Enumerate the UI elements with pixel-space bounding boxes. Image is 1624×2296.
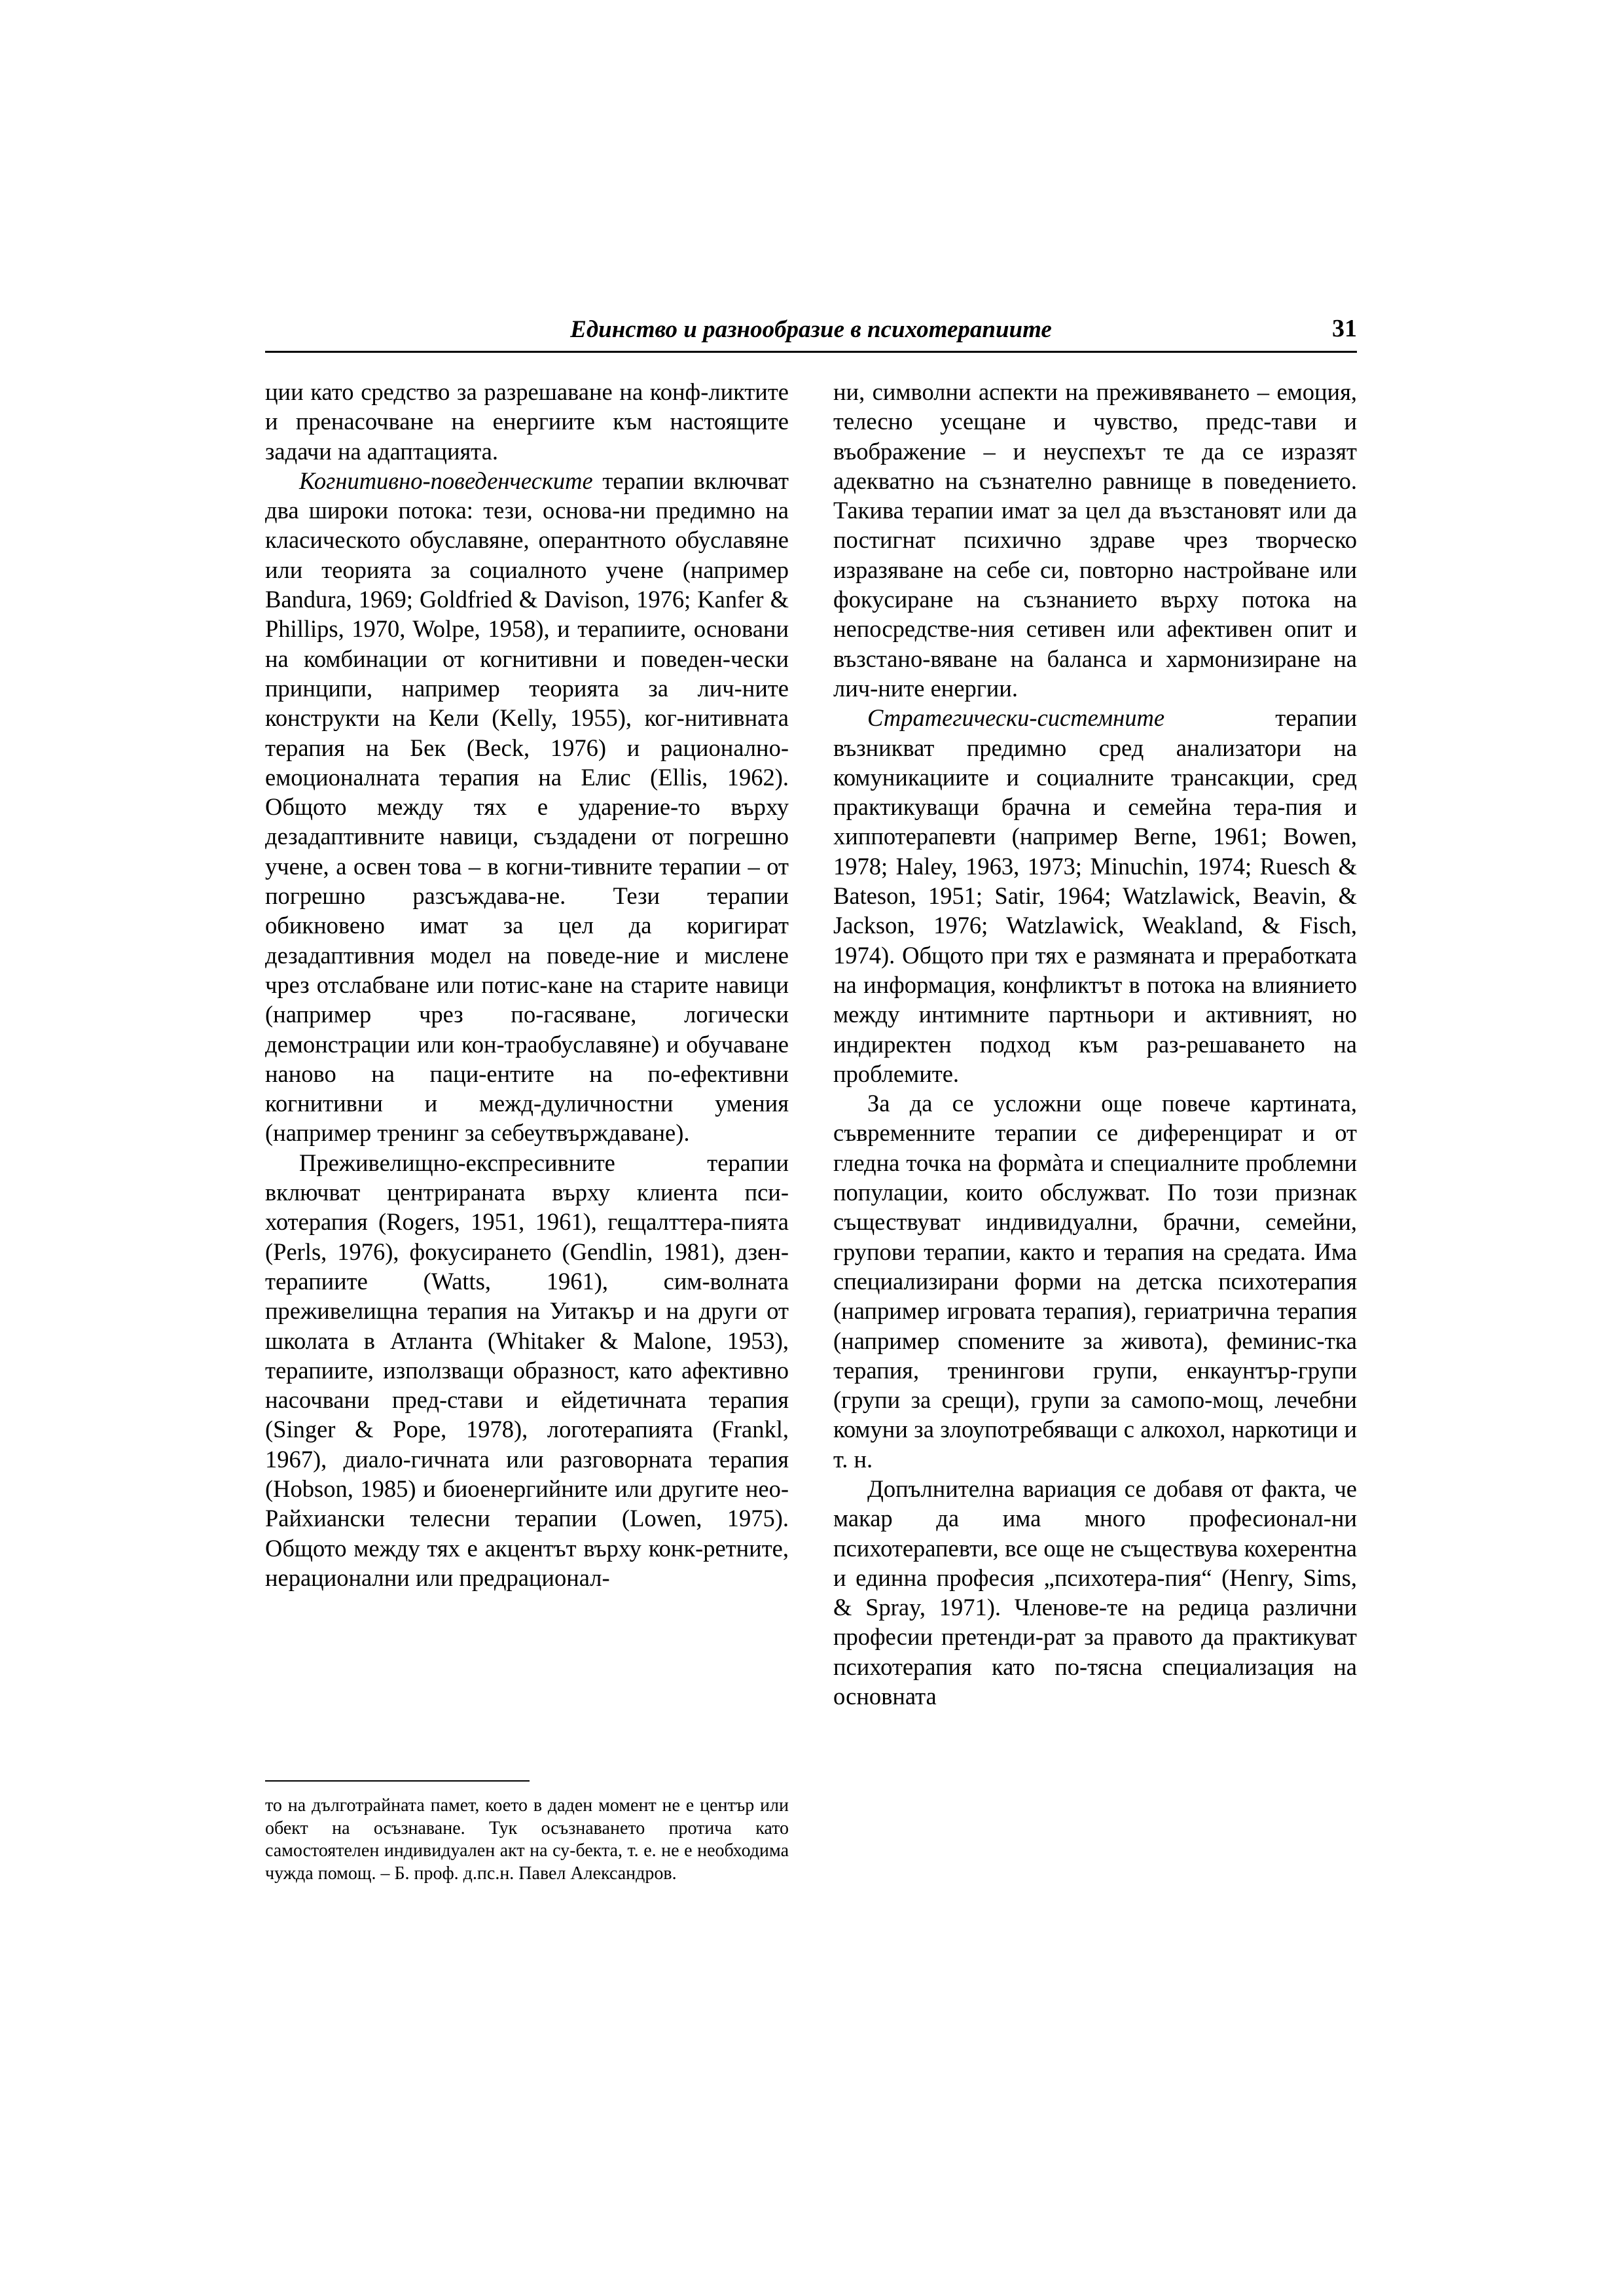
running-title: Единство и разнообразие в психотерапиите — [570, 316, 1052, 343]
running-header — [265, 313, 1357, 353]
footnote: то на дълготрайната памет, което в даден момент не е център или обект на осъзнаване. Тук осъзнаването протича като самостоятелен индивидуален акт на су-бекта, т. е. не е необходима чужда помощ. – Б. проф. д.пс.н. Павел Александров. — [265, 1795, 789, 1884]
paragraph-profession: Допълнителна вариация се добавя от факта, че макар да има много професионал-ни психотерапевти, все още не съществува кохерентна и единна професия „психотера-пия“ (Henry, Sims, & Spray, 1971). Членове-те на редица различни професии претенди-рат за правото да практикуват психотерапия като по-тясна специализация на основната — [833, 1475, 1357, 1710]
paragraph-cognitive-behavioral-text: терапии включват два широки потока: тези, основа-ни предимно на класическото обуславяне, оперантното обуславяне или теорията за социалното учене (например Bandura, 1969; Goldfried & Davison, 1976; Kanfer & Phillips, 1970, Wolpe, 1958), и терапиите, основани на комбинации от когнитивни и поведен-чески принципи, например теорията за лич-ните конструкти на Кели (Kelly, 1955), ког-нитивната терапия на Бек (Beck, 1976) и рационално-емоционалната терапия на Елис (Ellis, 1962). Общото между тях е ударение-то върху дезадаптивните навици, създадени от погрешно учене, а освен това – в когни-тивните терапии – от погрешно разсъждава-не. Тези терапии обикновено имат за цел да коригират дезадаптивния модел на поведе-ние и мислене чрез отслабване или потис-кане на старите навици (например чрез по-гасяване, логически демонстрации или кон-траобуславяне) и обучаване наново на паци-ентите на по-ефективни когнитивни и межд-дуличностни умения (например тренинг за себеутвърждаване). — [265, 467, 789, 1147]
term-cognitive-behavioral: Когнитивно-поведенческите — [299, 467, 593, 494]
paragraph-experiential-continuation: ни, символни аспекти на преживяването – емоция, телесно усещане и чувство, предс-тави и въображение – и неуспехът те да се изразят адекватно на съзнателно равнище в поведението. Такива терапии имат за цел да възстановят или да постигнат психично здраве чрез творческо изразяване на себе си, повторно настройване или фокусиране на съзнанието върху потока на непосредстве-ния сетивен или афективен опит и възстано-вяване на баланса и хармонизиране на лич-ните енергии. — [833, 378, 1357, 702]
paragraph-experiential-expressive: Преживелищно-експресивните терапии включват центрираната върху клиента пси-хотерапия (Rogers, 1951, 1961), гещалттера-пията (Perls, 1976), фокусирането (Gendlin, 1981), дзен-терапиите (Watts, 1961), сим-волната преживелищна терапия на Уитакър и на други от школата в Атланта (Whitaker & Malone, 1953), терапиите, използващи образност, като афективно насочвани пред-стави и ейдетичната терапия (Singer & Pope, 1978), логотерапията (Frankl, 1967), диало-гичната или разговорната терапия (Hobson, 1985) и биоенергийните или другите нео-Райхиански телесни терапии (Lowen, 1975). Общото между тях е акцентът върху конк-ретните, нерационални или предрационал- — [265, 1149, 789, 1591]
paragraph-strategic-systemic-text: терапии възникват предимно сред анализатори на комуникациите и социалните трансакции, сред практикуващи брачна и семейна тера-пия и хиппотерапевти (например Berne, 1961; Bowen, 1978; Haley, 1963, 1973; Minuchin, 1974; Ruesch & Bateson, 1951; Satir, 1964; Watzlawick, Beavin, & Jackson, 1976; Watzlawick, Weakland, & Fisch, 1974). Общото при тях е размяната и преработката на информация, конфликтът в потока на влиянието между интимните партньори и активният, но индиректен подход към раз-решаването на проблемите. — [833, 704, 1357, 1087]
right-column — [833, 377, 1357, 1711]
term-strategic-systemic: Стратегически-системните — [867, 704, 1165, 732]
paragraph-strategic-systemic — [833, 703, 1357, 1088]
footnote-divider — [265, 1780, 530, 1782]
paragraph-cognitive-behavioral — [265, 466, 789, 1148]
paragraph-continuation: ции като средство за разрешаване на конф-ликтите и пренасочване на енергиите към настоящите задачи на адаптацията. — [265, 378, 789, 465]
paragraph-formats: За да се усложни още повече картината, съвременните терапии се диференцират и от гледна точка на формàта и специалните проблемни популации, които обслужват. По този признак съществуват индивидуални, брачни, семейни, групови терапии, както и терапия на средата. Има специализирани форми на детска психотерапия (например игровата терапия), гериатрична терапия (например спомените за живота), феминис-тка терапия, тренингови групи, енкаунтър-групи (групи за срещи), групи за самопо-мощ, лечебни комуни за злоупотребяващи с алкохол, наркотици и т. н. — [833, 1090, 1357, 1473]
left-column — [265, 377, 789, 1592]
page-number: 31 — [1332, 315, 1357, 342]
